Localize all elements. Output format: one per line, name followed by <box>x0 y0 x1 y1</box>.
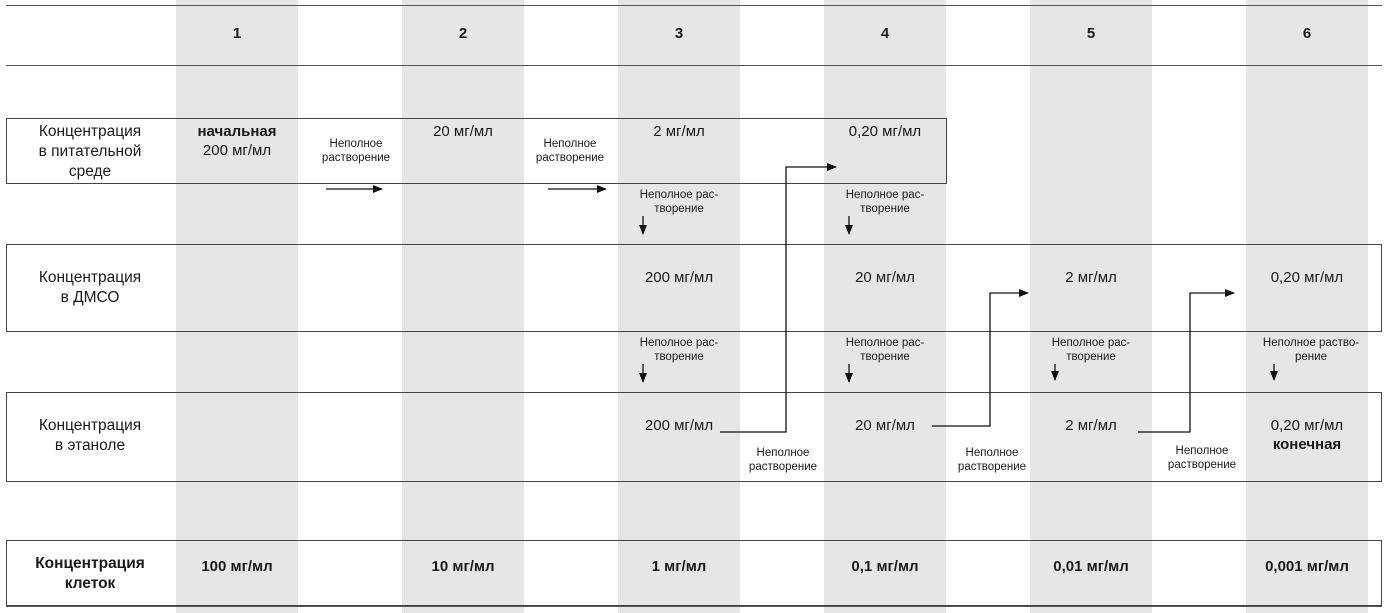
dmso-value-6: 0,20 мг/мл <box>1270 269 1344 286</box>
cells-value-5: 0,01 мг/мл <box>1053 558 1129 575</box>
ethanol-value-6: 0,20 мг/мл конечная <box>1270 417 1344 453</box>
ethanol-value-5: 2 мг/мл <box>1065 417 1117 434</box>
ethanol-value-3: 200 мг/мл <box>644 417 714 434</box>
ethanol-value-4: 20 мг/мл <box>855 417 915 434</box>
cells-row-label: Концентрация клеток <box>35 555 145 592</box>
dilution-label-col6-dmso-ethanol: Неполное раство- рение <box>1262 337 1360 363</box>
column-header-2: 2 <box>458 25 468 42</box>
dilution-label-ethanol-4-5: Неполное растворение <box>957 447 1027 473</box>
medium-value-4: 0,20 мг/мл <box>848 123 922 140</box>
arrow-ethanol4-to-dmso5 <box>932 293 1028 426</box>
column-header-4: 4 <box>880 25 890 42</box>
dilution-label-col5-dmso-ethanol: Неполное рас- творение <box>1051 337 1131 363</box>
dmso-value-3: 200 мг/мл <box>644 269 714 286</box>
medium-value-1: начальная 200 мг/мл <box>197 123 277 159</box>
column-header-1: 1 <box>232 25 242 42</box>
dilution-label-col3-dmso-ethanol: Неполное рас- творение <box>639 337 719 363</box>
medium-value-3: 2 мг/мл <box>653 123 705 140</box>
dmso-value-5: 2 мг/мл <box>1065 269 1117 286</box>
dilution-label-2-3: Неполное растворение <box>535 138 605 164</box>
dmso-row-label: Концентрация в ДМСО <box>38 269 142 306</box>
dilution-label-col4-medium-dmso: Неполное рас- творение <box>845 189 925 215</box>
ethanol-row-label: Концентрация в этаноле <box>38 417 142 454</box>
cells-value-3: 1 мг/мл <box>651 558 707 575</box>
cells-value-6: 0,001 мг/мл <box>1265 558 1349 575</box>
dilution-label-ethanol-5-6: Неполное растворение <box>1167 445 1237 471</box>
column-header-3: 3 <box>674 25 684 42</box>
medium-row-label: Концентрация в питательной среде <box>38 123 142 180</box>
cells-value-4: 0,1 мг/мл <box>851 558 919 575</box>
cells-value-2: 10 мг/мл <box>431 558 495 575</box>
arrow-ethanol3-to-medium4 <box>720 167 836 432</box>
column-header-6: 6 <box>1302 25 1312 42</box>
dilution-label-col3-medium-dmso: Неполное рас- творение <box>639 189 719 215</box>
cells-value-1: 100 мг/мл <box>201 558 273 575</box>
column-header-5: 5 <box>1086 25 1096 42</box>
dilution-label-col4-dmso-ethanol: Неполное рас- творение <box>845 337 925 363</box>
medium-value-2: 20 мг/мл <box>433 123 493 140</box>
arrow-ethanol5-to-dmso6 <box>1138 293 1234 432</box>
dilution-label-ethanol-3-4: Неполное растворение <box>748 447 818 473</box>
dilution-label-1-2: Неполное растворение <box>321 138 391 164</box>
dmso-value-4: 20 мг/мл <box>855 269 915 286</box>
